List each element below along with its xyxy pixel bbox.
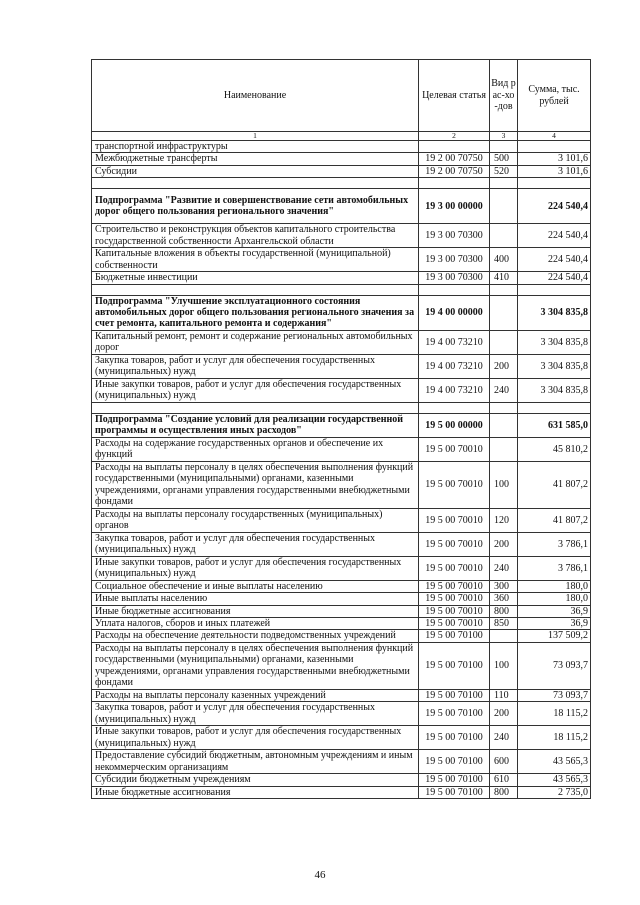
row-sum: 137 509,2	[518, 630, 591, 642]
row-expense-type: 200	[490, 532, 518, 556]
table-row	[92, 437, 591, 461]
row-name: Подпрограмма "Развитие и совершенствование сети автомобильных дорог общего пользования регионального значения"	[92, 189, 419, 224]
row-name: Расходы на выплаты персоналу государственных (муниципальных) органов	[92, 508, 419, 532]
row-target-code	[419, 284, 490, 295]
table-row	[92, 580, 591, 592]
row-expense-type: 500	[490, 153, 518, 165]
spacer-row	[92, 402, 591, 413]
header-name: Наименование	[92, 60, 419, 132]
spacer-row	[92, 178, 591, 189]
row-target-code: 19 2 00 70750	[419, 153, 490, 165]
row-target-code	[419, 178, 490, 189]
row-target-code	[419, 402, 490, 413]
table-row	[92, 630, 591, 642]
row-expense-type: 360	[490, 593, 518, 605]
row-sum: 36,9	[518, 618, 591, 630]
row-target-code: 19 5 00 70100	[419, 750, 490, 774]
table-row	[92, 378, 591, 402]
table-body	[92, 60, 591, 799]
row-target-code: 19 5 00 70100	[419, 689, 490, 701]
table-row	[92, 141, 591, 153]
row-sum: 180,0	[518, 580, 591, 592]
row-expense-type: 850	[490, 618, 518, 630]
budget-table	[91, 59, 591, 799]
row-name: Расходы на выплаты персоналу в целях обеспечения выполнения функций государственными (муниципальными) органами, казенными учреждениями, органами управления государственными внебюджетными фондами	[92, 642, 419, 689]
row-target-code: 19 3 00 00000	[419, 189, 490, 224]
row-expense-type: 300	[490, 580, 518, 592]
header-row	[92, 60, 591, 132]
row-target-code: 19 3 00 70300	[419, 224, 490, 248]
row-target-code: 19 5 00 70010	[419, 618, 490, 630]
row-expense-type: 800	[490, 786, 518, 798]
table-row	[92, 153, 591, 165]
row-expense-type: 100	[490, 642, 518, 689]
row-sum: 3 101,6	[518, 165, 591, 177]
row-name: Подпрограмма "Создание условий для реализации государственной программы и осуществления иных расходов"	[92, 413, 419, 437]
table-row	[92, 605, 591, 617]
row-target-code: 19 5 00 70100	[419, 702, 490, 726]
row-expense-type: 200	[490, 354, 518, 378]
row-target-code: 19 5 00 70010	[419, 437, 490, 461]
column-number: 1	[92, 132, 419, 141]
row-target-code: 19 5 00 70010	[419, 556, 490, 580]
row-sum: 180,0	[518, 593, 591, 605]
row-sum: 3 304 835,8	[518, 378, 591, 402]
column-number: 2	[419, 132, 490, 141]
row-target-code: 19 4 00 73210	[419, 354, 490, 378]
row-target-code: 19 5 00 70010	[419, 461, 490, 508]
row-sum: 43 565,3	[518, 750, 591, 774]
row-sum: 45 810,2	[518, 437, 591, 461]
table-row	[92, 532, 591, 556]
row-expense-type	[490, 224, 518, 248]
row-sum: 3 304 835,8	[518, 295, 591, 330]
table-row	[92, 272, 591, 284]
row-expense-type	[490, 189, 518, 224]
row-target-code: 19 2 00 70750	[419, 165, 490, 177]
column-number: 4	[518, 132, 591, 141]
row-name: Закупка товаров, работ и услуг для обеспечения государственных (муниципальных) нужд	[92, 354, 419, 378]
row-name: Закупка товаров, работ и услуг для обеспечения государственных (муниципальных) нужд	[92, 532, 419, 556]
row-sum: 3 304 835,8	[518, 330, 591, 354]
row-sum	[518, 178, 591, 189]
row-sum: 224 540,4	[518, 189, 591, 224]
row-sum	[518, 402, 591, 413]
row-name: Подпрограмма "Улучшение эксплуатационного состояния автомобильных дорог общего пользования регионального значения за счет ремонта, капитального ремонта и содержания"	[92, 295, 419, 330]
row-name: Иные закупки товаров, работ и услуг для обеспечения государственных (муниципальных) нужд	[92, 378, 419, 402]
row-expense-type: 240	[490, 556, 518, 580]
row-sum: 73 093,7	[518, 642, 591, 689]
row-target-code: 19 5 00 70010	[419, 605, 490, 617]
table-row	[92, 750, 591, 774]
column-number: 3	[490, 132, 518, 141]
row-expense-type: 100	[490, 461, 518, 508]
row-sum: 73 093,7	[518, 689, 591, 701]
table-row	[92, 618, 591, 630]
row-expense-type	[490, 413, 518, 437]
subprogram-row	[92, 413, 591, 437]
row-target-code: 19 5 00 70010	[419, 593, 490, 605]
row-sum: 631 585,0	[518, 413, 591, 437]
row-expense-type: 400	[490, 248, 518, 272]
row-sum: 224 540,4	[518, 224, 591, 248]
header-code: Целевая статья	[419, 60, 490, 132]
row-name: Межбюджетные трансферты	[92, 153, 419, 165]
row-target-code: 19 5 00 70010	[419, 532, 490, 556]
table-row	[92, 593, 591, 605]
spacer-row	[92, 284, 591, 295]
table-row	[92, 702, 591, 726]
row-expense-type	[490, 178, 518, 189]
header-type: Вид рас-хо-дов	[490, 60, 518, 132]
row-name: Иные выплаты населению	[92, 593, 419, 605]
row-name: Субсидии бюджетным учреждениям	[92, 774, 419, 786]
row-name: Иные бюджетные ассигнования	[92, 605, 419, 617]
row-sum: 224 540,4	[518, 272, 591, 284]
row-expense-type	[490, 141, 518, 153]
column-number-row	[92, 132, 591, 141]
row-sum: 3 786,1	[518, 556, 591, 580]
row-name: транспортной инфраструктуры	[92, 141, 419, 153]
subprogram-row	[92, 295, 591, 330]
row-name: Закупка товаров, работ и услуг для обеспечения государственных (муниципальных) нужд	[92, 702, 419, 726]
row-name: Социальное обеспечение и иные выплаты населению	[92, 580, 419, 592]
row-sum: 3 786,1	[518, 532, 591, 556]
row-sum: 3 101,6	[518, 153, 591, 165]
row-target-code: 19 5 00 70100	[419, 642, 490, 689]
row-name: Предоставление субсидий бюджетным, автономным учреждениям и иным некоммерческим организациям	[92, 750, 419, 774]
row-sum: 41 807,2	[518, 508, 591, 532]
row-name: Бюджетные инвестиции	[92, 272, 419, 284]
row-name: Расходы на выплаты персоналу в целях обеспечения выполнения функций государственными (муниципальными) органами, казенными учреждениями, органами управления государственными внебюджетными фондами	[92, 461, 419, 508]
row-target-code: 19 4 00 73210	[419, 378, 490, 402]
row-target-code: 19 5 00 00000	[419, 413, 490, 437]
row-name	[92, 178, 419, 189]
row-name: Расходы на обеспечение деятельности подведомственных учреждений	[92, 630, 419, 642]
row-target-code: 19 5 00 70010	[419, 580, 490, 592]
page-number: 46	[314, 869, 326, 881]
row-name: Строительство и реконструкция объектов капитального строительства государственной собственности Архангельской области	[92, 224, 419, 248]
table-row	[92, 461, 591, 508]
row-target-code: 19 5 00 70100	[419, 630, 490, 642]
row-expense-type: 240	[490, 378, 518, 402]
row-target-code: 19 5 00 70100	[419, 726, 490, 750]
row-name: Уплата налогов, сборов и иных платежей	[92, 618, 419, 630]
row-expense-type: 520	[490, 165, 518, 177]
row-expense-type	[490, 437, 518, 461]
row-target-code: 19 5 00 70010	[419, 508, 490, 532]
row-sum: 18 115,2	[518, 726, 591, 750]
row-target-code: 19 4 00 73210	[419, 330, 490, 354]
row-sum: 41 807,2	[518, 461, 591, 508]
row-expense-type	[490, 284, 518, 295]
row-target-code: 19 3 00 70300	[419, 272, 490, 284]
row-expense-type: 610	[490, 774, 518, 786]
row-expense-type: 410	[490, 272, 518, 284]
table-row	[92, 786, 591, 798]
row-expense-type: 800	[490, 605, 518, 617]
row-expense-type	[490, 295, 518, 330]
row-target-code: 19 3 00 70300	[419, 248, 490, 272]
table-row	[92, 726, 591, 750]
row-expense-type: 200	[490, 702, 518, 726]
row-sum: 2 735,0	[518, 786, 591, 798]
row-name: Субсидии	[92, 165, 419, 177]
row-expense-type: 600	[490, 750, 518, 774]
table-row	[92, 774, 591, 786]
table-row	[92, 330, 591, 354]
row-target-code: 19 4 00 00000	[419, 295, 490, 330]
row-sum: 3 304 835,8	[518, 354, 591, 378]
table-row	[92, 689, 591, 701]
table-row	[92, 248, 591, 272]
row-name	[92, 284, 419, 295]
table-row	[92, 508, 591, 532]
subprogram-row	[92, 189, 591, 224]
table-row	[92, 642, 591, 689]
row-target-code: 19 5 00 70100	[419, 786, 490, 798]
row-expense-type: 120	[490, 508, 518, 532]
row-sum: 18 115,2	[518, 702, 591, 726]
row-expense-type	[490, 330, 518, 354]
table-row	[92, 556, 591, 580]
row-name: Иные закупки товаров, работ и услуг для обеспечения государственных (муниципальных) нужд	[92, 726, 419, 750]
header-sum: Сумма, тыс. рублей	[518, 60, 591, 132]
row-name	[92, 402, 419, 413]
row-name: Капитальные вложения в объекты государственной (муниципальной) собственности	[92, 248, 419, 272]
row-expense-type	[490, 630, 518, 642]
row-name: Иные бюджетные ассигнования	[92, 786, 419, 798]
table-row	[92, 165, 591, 177]
row-sum	[518, 284, 591, 295]
row-sum: 43 565,3	[518, 774, 591, 786]
row-name: Иные закупки товаров, работ и услуг для обеспечения государственных (муниципальных) нужд	[92, 556, 419, 580]
row-expense-type: 240	[490, 726, 518, 750]
row-name: Расходы на выплаты персоналу казенных учреждений	[92, 689, 419, 701]
row-name: Расходы на содержание государственных органов и обеспечение их функций	[92, 437, 419, 461]
row-sum	[518, 141, 591, 153]
row-target-code: 19 5 00 70100	[419, 774, 490, 786]
row-expense-type	[490, 402, 518, 413]
row-target-code	[419, 141, 490, 153]
row-expense-type: 110	[490, 689, 518, 701]
table-row	[92, 224, 591, 248]
row-name: Капитальный ремонт, ремонт и содержание региональных автомобильных дорог	[92, 330, 419, 354]
table-row	[92, 354, 591, 378]
row-sum: 36,9	[518, 605, 591, 617]
row-sum: 224 540,4	[518, 248, 591, 272]
